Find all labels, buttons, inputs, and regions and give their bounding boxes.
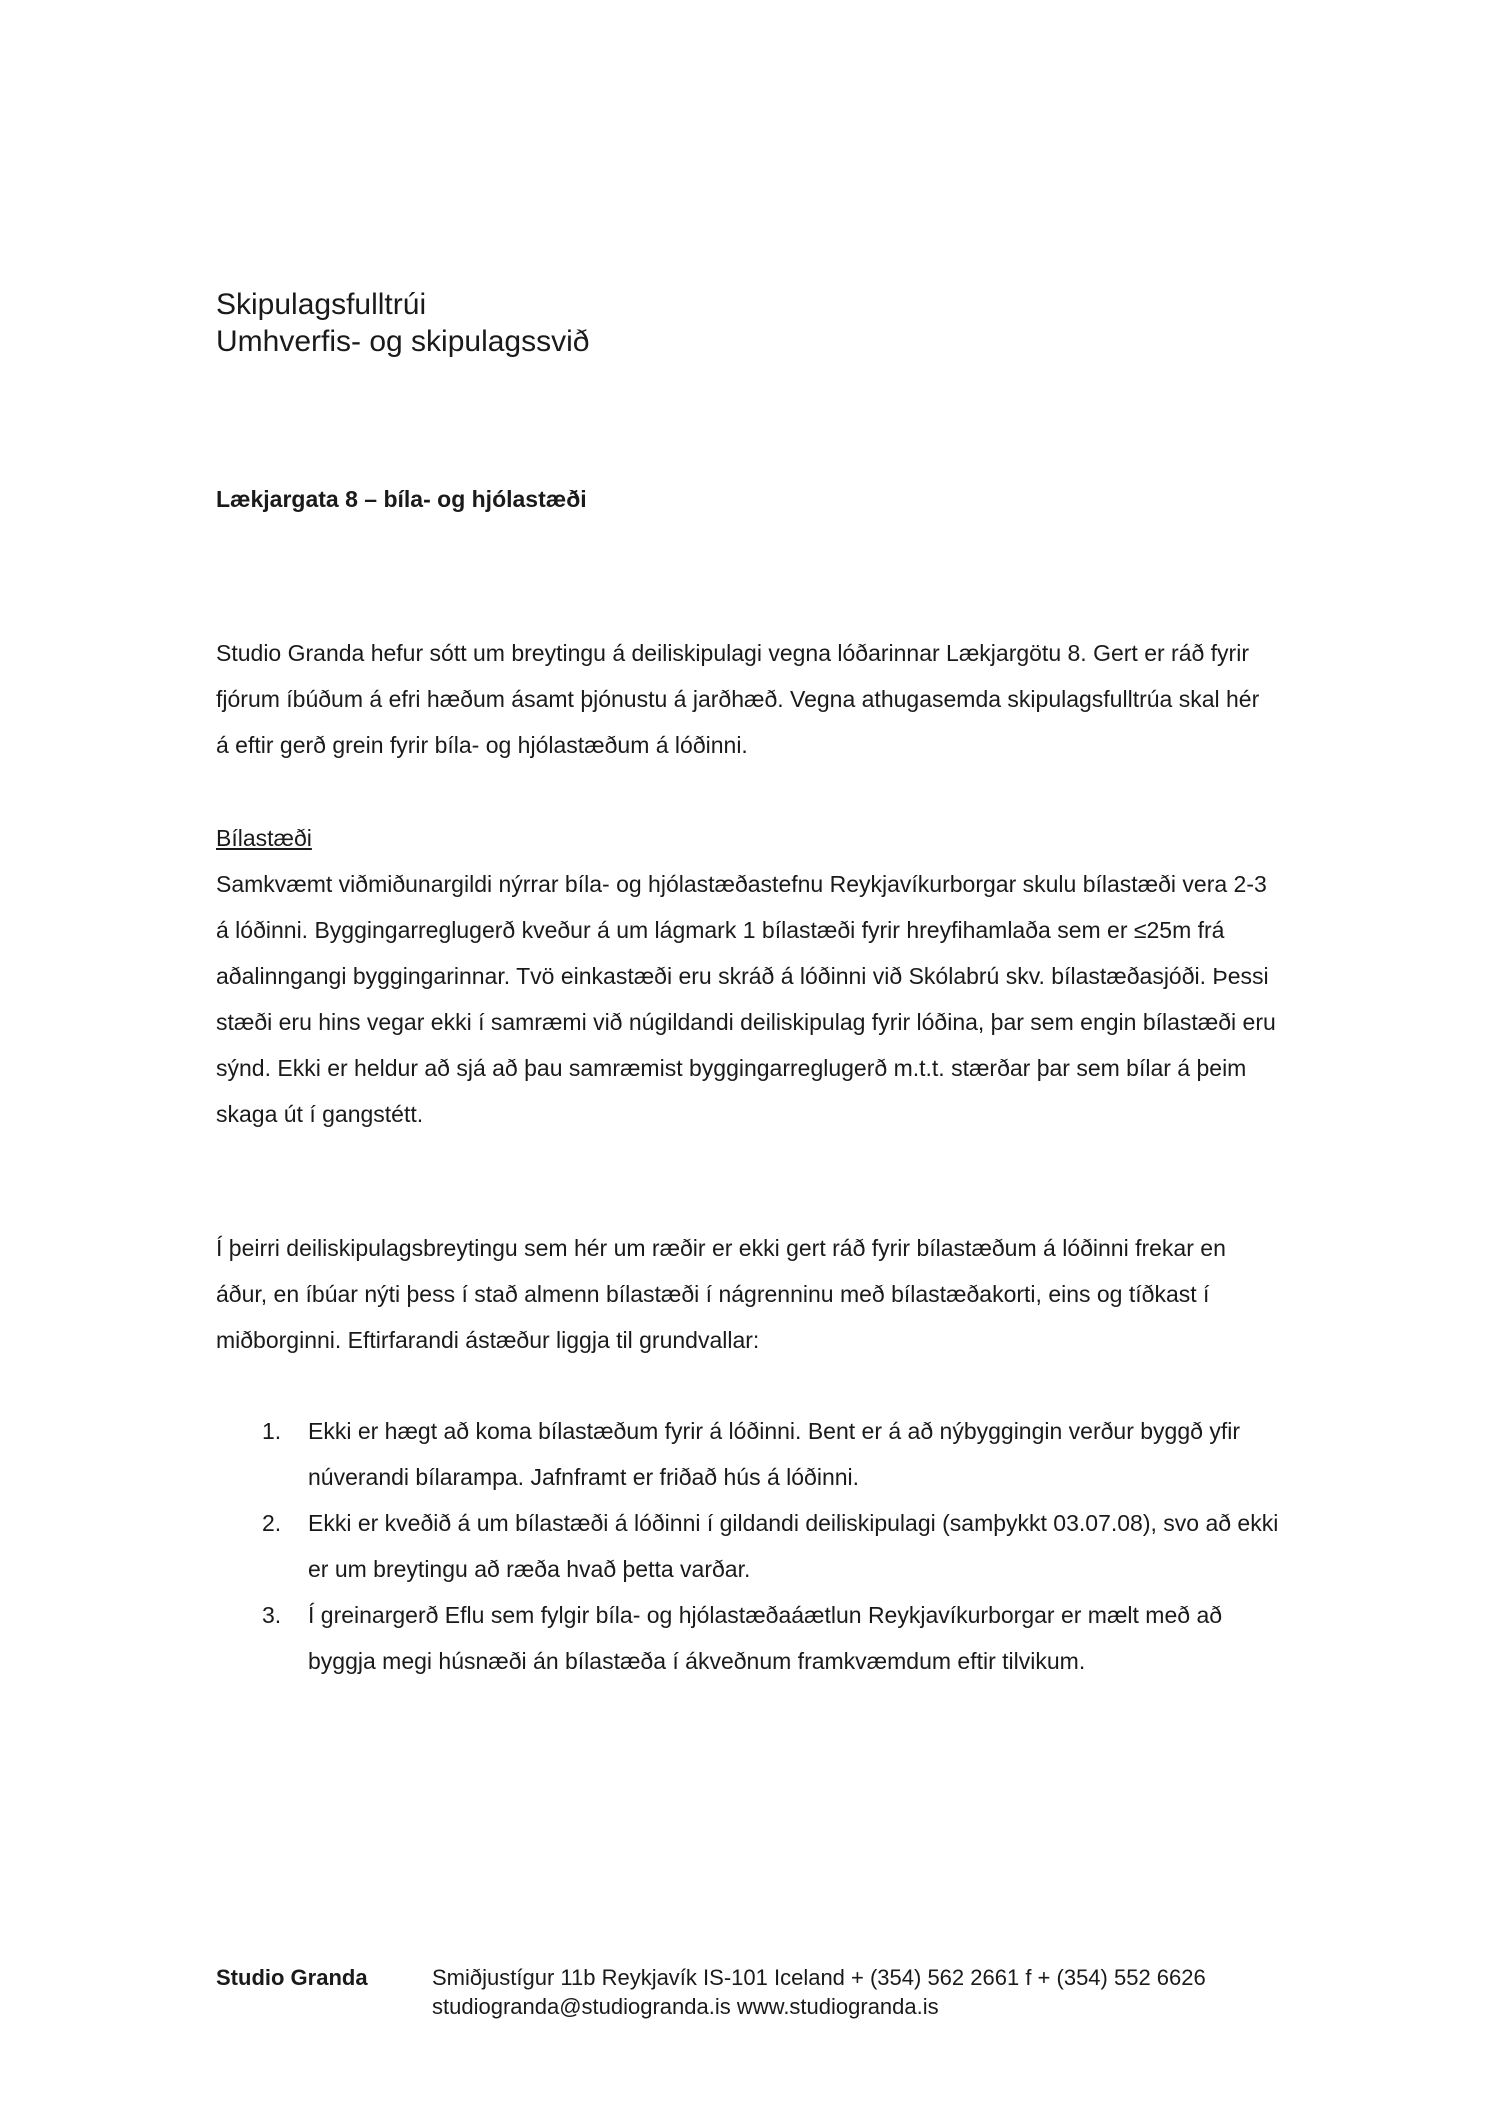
list-item	[216, 1500, 1296, 1592]
list-item	[216, 1408, 1296, 1500]
section-heading-parking: Bílastæði	[216, 825, 312, 851]
list-item-number: 1.	[262, 1418, 282, 1444]
footer-contact	[432, 1963, 1206, 2021]
footer-address: Smiðjustígur 11b Reykjavík IS-101 Iceland + (354) 562 2661 f + (354) 552 6626	[432, 1965, 1206, 1990]
footer-web: studiogranda@studiogranda.is www.studiogranda.is	[432, 1994, 939, 2019]
list-item-text: Í greinargerð Eflu sem fylgir bíla- og hjólastæðaáætlun Reykjavíkurborgar er mælt með að byggja megi húsnæði án bílastæða í ákveðnum framkvæmdum eftir tilvikum.	[308, 1602, 1223, 1674]
list-item-text: Ekki er hægt að koma bílastæðum fyrir á lóðinni. Bent er á að nýbyggingin verður byggð yfir núverandi bílarampa. Jafnframt er friðað hús á lóðinni.	[308, 1418, 1240, 1490]
list-item-number: 2.	[262, 1510, 282, 1536]
footer-brand: Studio Granda	[216, 1965, 368, 1990]
recipient-department: Umhverfis- og skipulagssvið	[216, 325, 590, 358]
list-item-number: 3.	[262, 1602, 282, 1628]
recipient-title: Skipulagsfulltrúi	[216, 288, 427, 321]
list-item-text: Ekki er kveðið á um bílastæði á lóðinni í gildandi deiliskipulagi (samþykkt 03.07.08), svo að ekki er um breytingu að ræða hvað þetta varðar.	[308, 1510, 1279, 1582]
letter-subject: Lækjargata 8 – bíla- og hjólastæði	[216, 486, 587, 512]
proposal-paragraph: Í þeirri deiliskipulagsbreytingu sem hér um ræðir er ekki gert ráð fyrir bílastæðum á lóðinni frekar en áður, en íbúar nýti þess í stað almenn bílastæði í nágrenninu með bílastæðakorti, eins og tíðkast í miðborginni. Eftirfarandi ástæður liggja til grundvallar:	[216, 1235, 1226, 1353]
intro-paragraph: Studio Granda hefur sótt um breytingu á deiliskipulagi vegna lóðarinnar Lækjargötu 8. Gert er ráð fyrir fjórum íbúðum á efri hæðum ásamt þjónustu á jarðhæð. Vegna athugasemda skipulagsfulltrúa skal hér á eftir gerð grein fyrir bíla- og hjólastæðum á lóðinni.	[216, 640, 1260, 758]
reasons-list	[216, 1408, 1296, 1684]
list-item	[216, 1592, 1296, 1684]
recipient-block	[216, 286, 589, 360]
parking-paragraph: Samkvæmt viðmiðunargildi nýrrar bíla- og hjólastæðastefnu Reykjavíkurborgar skulu bílastæði vera 2-3 á lóðinni. Byggingarreglugerð kveður á um lágmark 1 bílastæði fyrir hreyfihamlaða sem er ≤25m frá aðalinngangi byggingarinnar. Tvö einkastæði eru skráð á lóðinni við Skólabrú skv. bílastæðasjóði. Þessi stæði eru hins vegar ekki í samræmi við núgildandi deiliskipulag fyrir lóðina, þar sem engin bílastæði eru sýnd. Ekki er heldur að sjá að þau samræmist byggingarreglugerð m.t.t. stærðar þar sem bílar á þeim skaga út í gangstétt.	[216, 871, 1276, 1127]
